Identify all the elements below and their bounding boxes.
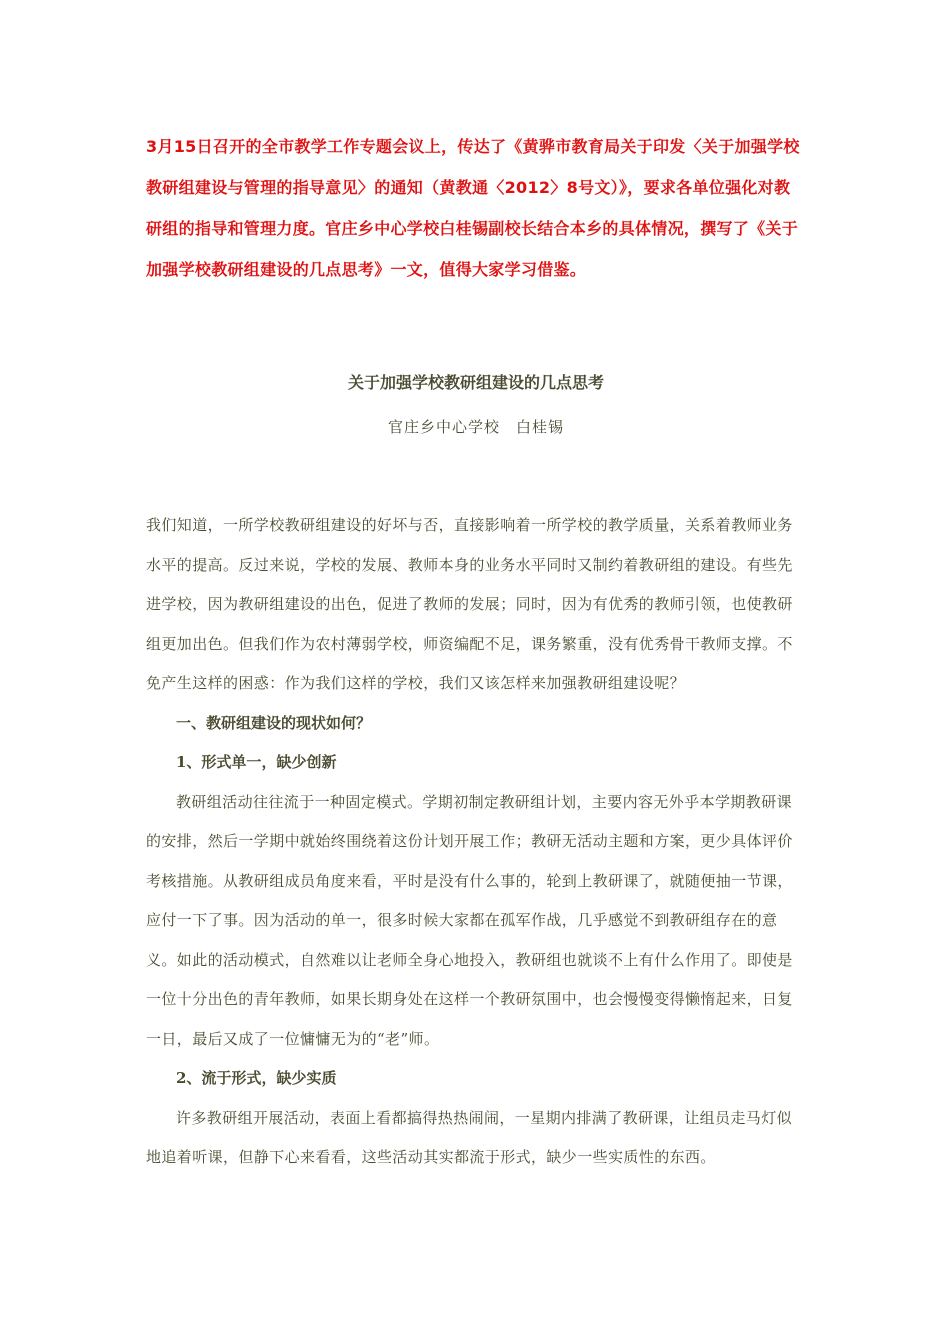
intro-paragraph: 我们知道，一所学校教研组建设的好坏与否，直接影响着一所学校的教学质量，关系着教师业务水平的提高。反过来说，学校的发展、教师本身的业务水平同时又制约着教研组的建设。有些先进学校，因为教研组建设的出色，促进了教师的发展；同时，因为有优秀的教师引领，也使教研组更加出色。但我们作为农村薄弱学校，师资编配不足，课务繁重，没有优秀骨干教师支撑。不免产生这样的困惑：作为我们这样的学校，我们又该怎样来加强教研组建设呢？: [146, 516, 793, 692]
document-page: [146, 126, 806, 1178]
section-heading-1: 一、教研组建设的现状如何？: [176, 713, 372, 732]
meeting-notice: 3月15日召开的全市教学工作专题会议上，传达了《黄骅市教育局关于印发〈关于加强学校教研组建设与管理的指导意见〉的通知（黄教通〈2012〉8号文）》，要求各单位强化对教研组的指导和管理力度。官庄乡中心学校白桂锡副校长结合本乡的具体情况，撰写了《关于加强学校教研组建设的几点思考》一文，值得大家学习借鉴。: [146, 137, 800, 279]
subsection-heading-1: 1、形式单一，缺少创新: [176, 753, 337, 771]
subsection-heading-2: 2、流于形式，缺少实质: [176, 1069, 337, 1087]
subsection-paragraph-2: 许多教研组开展活动，表面上看都搞得热热闹闹，一星期内排满了教研课，让组员走马灯似地追着听课，但静下心来看看，这些活动其实都流于形式，缺少一些实质性的东西。: [146, 1108, 793, 1166]
article-byline: 官庄乡中心学校 白桂锡: [387, 418, 564, 436]
subsection-paragraph-1: 教研组活动往往流于一种固定模式。学期初制定教研组计划，主要内容无外乎本学期教研课的安排，然后一学期中就始终围绕着这份计划开展工作；教研无活动主题和方案，更少具体评价考核措施。从教研组成员角度来看，平时是没有什么事的，轮到上教研课了，就随便抽一节课，应付一下了事。因为活动的单一，很多时候大家都在孤军作战，几乎感觉不到教研组存在的意义。如此的活动模式，自然难以让老师全身心地投入，教研组也就谈不上有什么作用了。即使是一位十分出色的青年教师，如果长期身处在这样一个教研氛围中，也会慢慢变得懒惰起来，日复一日，最后又成了一位慵慵无为的“老”师。: [146, 792, 793, 1048]
article-title: 关于加强学校教研组建设的几点思考: [347, 373, 604, 392]
